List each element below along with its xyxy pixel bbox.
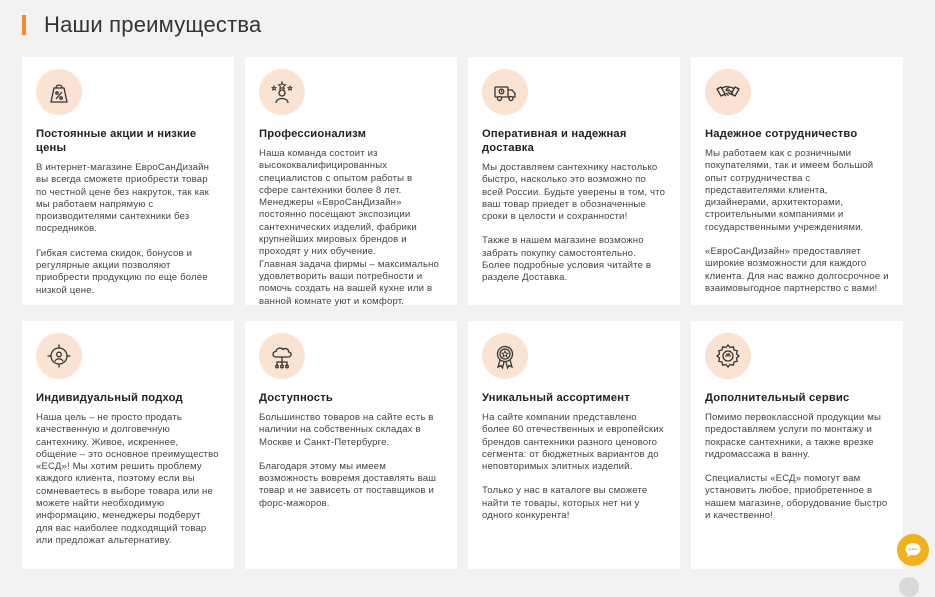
section-header [22, 8, 261, 42]
discount-tag-icon [45, 78, 73, 106]
card-title: Уникальный ассортимент [482, 392, 630, 404]
handshake-icon [714, 78, 742, 106]
target-person-icon [45, 342, 73, 370]
page-title: Наши преимущества [44, 12, 262, 37]
advantage-card-assortment [468, 321, 680, 569]
card-title: Постоянные акции и низкие цены [36, 128, 197, 154]
scroll-up-button[interactable] [899, 577, 919, 597]
cloud-network-icon [268, 342, 296, 370]
advantage-card-cooperation [691, 57, 903, 305]
advantage-card-promotions [22, 57, 234, 305]
card-text: Помимо первоклассной продукции мы предоставляем услуги по монтажу и покраске сантехники, а также врезке гидромассажа в ванну. Специалисты «ЕСД» помогут вам установить любое, приобретенное в нашем магазине, оборудование быстро и качественно! [705, 412, 888, 522]
card-title: Надежное сотрудничество [705, 128, 858, 140]
card-title: Доступность [259, 392, 333, 404]
accent-bar [22, 15, 26, 35]
card-title: Индивидуальный подход [36, 392, 183, 404]
card-text: Наша цель – не просто продать качественную и долговечную сантехнику. Живое, искреннее, общение – это основное преимущество «ЕСД»! Мы хотим решить проблему каждого клиента, поэтому если вы сомневаетесь в выборе товара или не можете найти необходимую информацию, менеджеры подберут для вас наиболее подходящий товар или предложат альтернативу. [36, 412, 219, 546]
card-text: Большинство товаров на сайте есть в наличии на собственных складах в Москве и Санкт-Петербурге. Благодаря этому мы имеем возможность вовремя доставлять ваш товар и не зависеть от поставщиков и форс-мажоров. [259, 412, 437, 509]
card-title: Профессионализм [259, 128, 367, 140]
advantage-card-availability [245, 321, 457, 569]
card-text: Мы работаем как с розничными покупателями, так и имеем большой опыт сотрудничества с представителями клиента, дизайнерами, архитекторами, строительными компаниями и государственными учреждениями. «ЕвроСанДизайн» предоставляет широкие возможности для каждого клиента. Для нас важно долгосрочное и взаимовыгодное партнерство с вами! [705, 148, 889, 294]
advantage-card-professionalism [245, 57, 457, 305]
expert-stars-icon [268, 78, 296, 106]
chat-bubble-icon [904, 541, 922, 559]
service-gear-icon [714, 342, 742, 370]
card-title: Дополнительный сервис [705, 392, 850, 404]
card-text: В интернет-магазине ЕвроСанДизайн вы всегда сможете приобрести товар по честной цене без накруток, так как мы работаем напрямую с производителями сантехники без посредников. Гибкая система скидок, бонусов и регулярные акции позволяют приобрести продукцию по еще более низкой цене. [36, 162, 210, 296]
delivery-truck-icon [491, 78, 519, 106]
award-medal-icon [491, 342, 519, 370]
advantage-card-delivery [468, 57, 680, 305]
card-title: Оперативная и надежная доставка [482, 128, 627, 154]
chat-button[interactable] [897, 534, 929, 566]
card-text: Наша команда состоит из высококвалифицированных специалистов с опытом работы в сфере сантехники более 8 лет. Менеджеры «ЕвроСанДизайн» постоянно посещают экспозиции сантехнических изделий, фабрики крупнейших мировых брендов и проходят у них обучение. Главная задача фирмы – максимально удовлетворить ваши потребности и помочь создать на вашей кухне или в ванной комнате уют и комфорт. [259, 148, 440, 307]
card-text: Мы доставляем сантехнику настолько быстро, насколько это возможно по всей России. Будьте уверены в том, что ваш товар приедет в обозначенные сроки в целости и сохранности! Также в нашем магазине возможно забрать покупку самостоятельно. Более подробные условия читайте в разделе Доставка. [482, 162, 666, 284]
advantage-card-service [691, 321, 903, 569]
advantage-card-individual [22, 321, 234, 569]
card-text: На сайте компании представлено более 60 отечественных и европейских брендов сантехники разного ценового сегмента: от бюджетных вариантов до неповторимых элитных изделий. Только у нас в каталоге вы сможете найти те товары, которых нет ни у одного конкурента! [482, 412, 664, 522]
